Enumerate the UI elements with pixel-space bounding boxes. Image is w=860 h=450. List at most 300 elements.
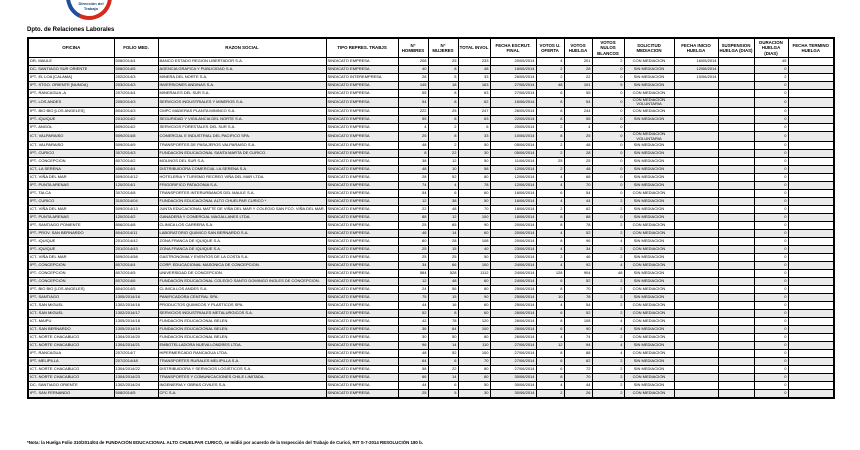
- column-header: VOTOS U. OFERTA: [536, 38, 564, 57]
- table-cell: 15: [428, 246, 458, 254]
- table-cell: 2: [592, 390, 624, 399]
- table-cell: SIN MEDIACION: [624, 174, 674, 182]
- table-cell: 0: [592, 142, 624, 150]
- table-cell: 8: [536, 97, 564, 107]
- table-cell: SINDICATO EMPRESA: [326, 278, 398, 286]
- table-row: [28, 254, 834, 262]
- table-cell: 4: [398, 124, 428, 132]
- table-cell: CLINICA LOS CARRERA S.A.: [158, 222, 326, 230]
- table-cell: 90: [458, 222, 490, 230]
- table-cell: 25: [398, 246, 428, 254]
- table-cell: 48: [564, 166, 592, 174]
- table-cell: SIN MEDIACION: [624, 182, 674, 190]
- table-cell: [788, 89, 834, 97]
- table-cell: 12/06/2014: [674, 65, 718, 73]
- table-cell: 80: [458, 366, 490, 374]
- table-cell: IPT- CONCEPCION: [28, 278, 114, 286]
- table-cell: [718, 166, 754, 174]
- table-cell: [674, 116, 718, 124]
- table-cell: 88: [564, 350, 592, 358]
- table-cell: 8: [398, 150, 428, 158]
- table-cell: 18/06/2014: [490, 206, 536, 214]
- table-cell: FUNDACION EDUCACIONAL ALTO CHUELPAR CURICO *: [158, 198, 326, 206]
- table-cell: 8: [428, 116, 458, 124]
- table-cell: [788, 174, 834, 182]
- table-cell: 0: [592, 158, 624, 166]
- table-cell: PANIFICADORA CENTRAL SPA.: [158, 294, 326, 302]
- table-row: [28, 238, 834, 246]
- table-cell: [674, 190, 718, 198]
- table-cell: 22: [428, 366, 458, 374]
- table-cell: 60: [458, 230, 490, 238]
- table-cell: 6: [536, 190, 564, 198]
- table-cell: [718, 350, 754, 358]
- table-cell: 50: [458, 158, 490, 166]
- table-cell: 6: [536, 89, 564, 97]
- table-cell: 4: [536, 382, 564, 390]
- table-cell: 22: [398, 206, 428, 214]
- table-cell: 10: [536, 294, 564, 302]
- table-cell: 205/2014/3: [114, 97, 158, 107]
- table-cell: IPT- PUNTA ARENAS: [28, 182, 114, 190]
- table-cell: 2: [592, 366, 624, 374]
- table-cell: 0: [754, 390, 788, 399]
- table-cell: TRANSPORTES INTERURBANOS DEL MAULE S.A.: [158, 190, 326, 198]
- table-cell: 4: [536, 262, 564, 270]
- table-cell: 804/2014/5: [114, 286, 158, 294]
- table-cell: SINDICATO EMPRESA: [326, 342, 398, 350]
- table-cell: 25: [564, 132, 592, 142]
- table-cell: 55: [398, 89, 428, 97]
- table-cell: 0: [754, 302, 788, 310]
- table-cell: 26/05/2014: [490, 73, 536, 81]
- table-cell: SINDICATO EMPRESA: [326, 97, 398, 107]
- table-cell: 0: [754, 142, 788, 150]
- table-cell: SIN MEDIACION: [624, 158, 674, 166]
- table-cell: 48: [428, 206, 458, 214]
- table-cell: [674, 132, 718, 142]
- table-cell: 6: [428, 190, 458, 198]
- table-cell: 16/06/2014: [490, 190, 536, 198]
- table-cell: 55: [398, 116, 428, 124]
- table-cell: [674, 214, 718, 222]
- table-cell: 74: [564, 334, 592, 342]
- table-body: [28, 57, 834, 398]
- table-cell: 1305/2014/19: [114, 326, 158, 334]
- table-cell: 44: [398, 382, 428, 390]
- table-cell: 2: [592, 358, 624, 366]
- table-cell: [718, 366, 754, 374]
- table-cell: [674, 142, 718, 150]
- table-cell: [788, 270, 834, 278]
- table-cell: 2: [536, 150, 564, 158]
- table-cell: 40: [398, 65, 428, 73]
- table-cell: ICT- NORTE CHACABUCO: [28, 366, 114, 374]
- table-cell: 2: [536, 390, 564, 399]
- table-cell: CON MEDIACION: [624, 302, 674, 310]
- table-cell: [674, 238, 718, 246]
- table-cell: 2: [536, 166, 564, 174]
- table-cell: 26/06/2014: [490, 318, 536, 326]
- table-cell: 55: [564, 89, 592, 97]
- table-cell: 0: [754, 124, 788, 132]
- table-cell: 54: [398, 97, 428, 107]
- table-row: [28, 222, 834, 230]
- table-cell: 05/06/2014: [490, 150, 536, 158]
- table-cell: 25: [398, 222, 428, 230]
- table-cell: ICT- MAIPU: [28, 318, 114, 326]
- table-cell: 8: [536, 286, 564, 294]
- table-cell: SINDICATO EMPRESA: [326, 214, 398, 222]
- table-cell: 62: [564, 206, 592, 214]
- table-cell: 4: [592, 262, 624, 270]
- table-cell: 16/05/2014: [674, 57, 718, 65]
- table-row: [28, 278, 834, 286]
- table-row: [28, 334, 834, 342]
- table-cell: 2: [592, 222, 624, 230]
- table-cell: 2: [592, 254, 624, 262]
- table-cell: 26: [564, 390, 592, 399]
- table-cell: [788, 190, 834, 198]
- table-cell: 4: [592, 350, 624, 358]
- table-cell: 0: [592, 124, 624, 132]
- table-cell: 96: [398, 342, 428, 350]
- table-cell: 310/2014/04: [114, 198, 158, 206]
- table-cell: 80: [458, 174, 490, 182]
- table-cell: 247: [458, 108, 490, 116]
- table-cell: 0: [754, 262, 788, 270]
- table-cell: 88: [398, 214, 428, 222]
- table-cell: 30/06/2014: [490, 374, 536, 382]
- table-row: [28, 286, 834, 294]
- table-cell: 145: [398, 81, 428, 89]
- table-cell: 0: [754, 342, 788, 350]
- table-cell: 20/05/2014: [490, 57, 536, 65]
- table-cell: 12/06/2014: [490, 182, 536, 190]
- table-cell: 38: [428, 198, 458, 206]
- table-cell: 0: [754, 270, 788, 278]
- table-row: [28, 390, 834, 399]
- table-cell: [788, 108, 834, 116]
- table-row: [28, 318, 834, 326]
- table-cell: 0: [754, 214, 788, 222]
- table-cell: 307/2014/8: [114, 190, 158, 198]
- table-cell: 28: [398, 73, 428, 81]
- table-cell: 25/06/2014: [490, 294, 536, 302]
- table-cell: 4: [536, 246, 564, 254]
- column-header: FOLIO MED.: [114, 38, 158, 57]
- table-cell: 48: [536, 81, 564, 89]
- table-cell: [718, 294, 754, 302]
- table-cell: [718, 246, 754, 254]
- table-row: [28, 310, 834, 318]
- table-cell: 52: [564, 310, 592, 318]
- table-cell: 20/06/2014: [490, 230, 536, 238]
- table-cell: ICT- VIÑA DEL MAR: [28, 206, 114, 214]
- table-cell: 201/2014/42: [114, 238, 158, 246]
- table-cell: 8: [428, 97, 458, 107]
- table-cell: 12: [428, 214, 458, 222]
- table-cell: [674, 158, 718, 166]
- table-cell: 10/06/2014: [490, 132, 536, 142]
- table-header: [28, 38, 834, 57]
- table-cell: 46: [564, 254, 592, 262]
- table-cell: HOTELERIA Y TURISMO RECREO VIÑA DEL MAR LTDA.: [158, 174, 326, 182]
- table-cell: [674, 254, 718, 262]
- table-cell: 6: [536, 366, 564, 374]
- table-cell: ICT- NORTE CHACABUCO: [28, 342, 114, 350]
- logo-caption-line2: Trabajo: [83, 5, 99, 11]
- table-cell: 508/2014/5: [114, 390, 158, 399]
- table-cell: 72: [564, 366, 592, 374]
- table-cell: [674, 108, 718, 116]
- table-cell: [718, 230, 754, 238]
- table-cell: 0: [754, 294, 788, 302]
- table-cell: 16: [428, 302, 458, 310]
- table-cell: SINDICATO EMPRESA: [326, 358, 398, 366]
- table-cell: 2: [536, 124, 564, 132]
- table-cell: [718, 374, 754, 382]
- report-table-wrapper: [27, 37, 833, 399]
- table-cell: 52: [564, 278, 592, 286]
- table-row: [28, 230, 834, 238]
- table-cell: 50: [458, 142, 490, 150]
- table-cell: [674, 350, 718, 358]
- table-cell: 0: [754, 132, 788, 142]
- table-cell: 18: [428, 81, 458, 89]
- table-cell: INVERSIONES ANDINAS S.A.: [158, 81, 326, 89]
- table-cell: 8: [536, 318, 564, 326]
- table-cell: CON MEDIACION: [624, 262, 674, 270]
- table-cell: 4: [536, 182, 564, 190]
- table-cell: 207/2014/48: [114, 358, 158, 366]
- table-cell: IPT- CURICO: [28, 198, 114, 206]
- table-cell: 584: [398, 270, 428, 278]
- table-cell: SINDICATO EMPRESA: [326, 190, 398, 198]
- table-cell: 10: [428, 166, 458, 174]
- table-cell: CFC S.A.: [158, 390, 326, 399]
- table-cell: 201: [564, 57, 592, 65]
- table-cell: CON MEDIACION: [624, 246, 674, 254]
- table-cell: 50: [458, 382, 490, 390]
- table-cell: 96: [564, 238, 592, 246]
- table-cell: 25/06/2014: [490, 302, 536, 310]
- table-cell: 0: [754, 374, 788, 382]
- table-cell: 4: [592, 342, 624, 350]
- table-cell: 25/06/2014: [490, 286, 536, 294]
- table-cell: [718, 254, 754, 262]
- table-cell: 0: [754, 222, 788, 230]
- table-cell: CON MEDIACION: [624, 89, 674, 97]
- table-cell: 48: [458, 65, 490, 73]
- table-cell: 23/06/2014: [490, 246, 536, 254]
- table-cell: SIN MEDIACION: [624, 294, 674, 302]
- table-cell: SIN MEDIACION: [624, 73, 674, 81]
- table-cell: [674, 358, 718, 366]
- table-cell: [718, 97, 754, 107]
- table-cell: 62: [564, 358, 592, 366]
- table-cell: 8: [536, 238, 564, 246]
- table-cell: [788, 246, 834, 254]
- table-cell: [674, 182, 718, 190]
- table-cell: 20/06/2014: [490, 238, 536, 246]
- table-cell: 18/06/2014: [490, 214, 536, 222]
- table-cell: 12: [428, 158, 458, 166]
- table-cell: 12/06/2014: [490, 166, 536, 174]
- column-header: VOTOS NULOS BLANCOS: [592, 38, 624, 57]
- table-cell: 0: [592, 190, 624, 198]
- table-cell: SIN MEDIACION: [624, 166, 674, 174]
- table-cell: [788, 286, 834, 294]
- table-cell: [788, 198, 834, 206]
- table-cell: ICT- NORTE CHACABUCO: [28, 374, 114, 382]
- table-cell: GASTRONOMIA Y EVENTOS DE LA COSTA S.A.: [158, 254, 326, 262]
- table-cell: [718, 198, 754, 206]
- table-cell: SIN MEDIACION: [624, 382, 674, 390]
- table-cell: 0: [754, 174, 788, 182]
- table-cell: 65: [428, 222, 458, 230]
- table-row: [28, 302, 834, 310]
- table-cell: 28: [564, 65, 592, 73]
- table-cell: [788, 182, 834, 190]
- table-cell: 16/06/2014: [490, 198, 536, 206]
- table-cell: 0: [592, 73, 624, 81]
- table-cell: SINDICATO EMPRESA: [326, 294, 398, 302]
- table-cell: 8: [428, 310, 458, 318]
- table-cell: 4: [536, 334, 564, 342]
- table-cell: 120: [458, 318, 490, 326]
- table-cell: 1304/2014/22: [114, 366, 158, 374]
- table-cell: 4: [536, 302, 564, 310]
- table-row: [28, 190, 834, 198]
- table-cell: [718, 222, 754, 230]
- table-cell: [674, 222, 718, 230]
- table-cell: ZONA FRANCA DE IQUIQUE S.A.: [158, 246, 326, 254]
- table-cell: SINDICATO EMPRESA: [326, 366, 398, 374]
- table-cell: IPT- CONCEPCION: [28, 270, 114, 278]
- table-cell: [674, 81, 718, 89]
- table-cell: 94: [564, 342, 592, 350]
- table-cell: 2: [536, 206, 564, 214]
- table-cell: 8: [536, 222, 564, 230]
- table-cell: SINDICATO EMPRESA: [326, 270, 398, 278]
- table-cell: 4: [564, 124, 592, 132]
- column-header: SOLICITUD MEDIACION: [624, 38, 674, 57]
- table-cell: 12/06/2014: [490, 174, 536, 182]
- table-cell: [788, 81, 834, 89]
- table-cell: [788, 334, 834, 342]
- table-cell: 78: [428, 318, 458, 326]
- table-cell: INGENIERIA Y OBRAS CIVILES S.A.: [158, 382, 326, 390]
- table-cell: 528: [428, 270, 458, 278]
- table-cell: 4: [592, 326, 624, 334]
- table-cell: 42: [398, 318, 428, 326]
- table-cell: [788, 222, 834, 230]
- table-cell: [674, 310, 718, 318]
- table-cell: [788, 358, 834, 366]
- table-cell: 50: [428, 334, 458, 342]
- table-cell: ZONA FRANCA DE IQUIQUE S.A.: [158, 238, 326, 246]
- table-cell: 52: [398, 310, 428, 318]
- table-cell: [674, 262, 718, 270]
- table-cell: 60: [458, 190, 490, 198]
- table-cell: 2: [592, 198, 624, 206]
- table-cell: 1302/2014/24: [114, 382, 158, 390]
- table-cell: 508/2014/5: [114, 65, 158, 73]
- table-cell: 24/06/2014: [490, 278, 536, 286]
- table-cell: 4: [536, 230, 564, 238]
- table-cell: 70: [458, 206, 490, 214]
- table-cell: 26/06/2014: [490, 334, 536, 342]
- table-cell: IPT- PROV. SAN BERNARDO: [28, 230, 114, 238]
- table-cell: 34: [398, 262, 428, 270]
- table-cell: [718, 124, 754, 132]
- table-cell: 27/06/2014: [490, 358, 536, 366]
- table-cell: 54: [564, 97, 592, 107]
- table-cell: SEGURIDAD Y VIGILANCIA DEL NORTE S.A.: [158, 116, 326, 124]
- table-cell: 202/2014/3: [114, 73, 158, 81]
- table-cell: [788, 310, 834, 318]
- table-row: [28, 73, 834, 81]
- table-cell: [718, 278, 754, 286]
- table-row: [28, 358, 834, 366]
- table-cell: SERVICIOS INDUSTRIALES METALURGICOS S.A.: [158, 310, 326, 318]
- table-cell: 78: [564, 294, 592, 302]
- column-header: N° HOMBRES: [398, 38, 428, 57]
- table-cell: 4: [536, 198, 564, 206]
- table-cell: 244: [564, 108, 592, 116]
- table-row: [28, 116, 834, 124]
- table-cell: 0: [754, 278, 788, 286]
- table-cell: 80: [398, 238, 428, 246]
- table-cell: SIN MEDIACION: [624, 65, 674, 73]
- table-cell: IPT- SANTIAGO: [28, 294, 114, 302]
- table-cell: 68: [564, 174, 592, 182]
- table-cell: ICT- LA SERENA: [28, 166, 114, 174]
- table-cell: SINDICATO EMPRESA: [326, 132, 398, 142]
- table-cell: [788, 318, 834, 326]
- table-cell: [788, 142, 834, 150]
- table-cell: IPT- BIO BIO [LOS ANGELES]: [28, 108, 114, 116]
- table-cell: 46: [398, 230, 428, 238]
- table-cell: PRODUCTOS QUIMICOS Y PLASTICOS SPA.: [158, 302, 326, 310]
- table-cell: 2: [592, 310, 624, 318]
- table-cell: [788, 206, 834, 214]
- table-cell: 27/06/2014: [490, 89, 536, 97]
- table-cell: 56: [428, 286, 458, 294]
- table-cell: 100: [458, 350, 490, 358]
- table-cell: IPT- EL LOA [CALAMA]: [28, 73, 114, 81]
- table-cell: 25: [398, 254, 428, 262]
- table-cell: 64: [398, 358, 428, 366]
- table-cell: 6: [536, 310, 564, 318]
- table-cell: 163: [458, 81, 490, 89]
- table-cell: SINDICATO EMPRESA: [326, 198, 398, 206]
- table-cell: 2: [592, 230, 624, 238]
- table-cell: IPT- MELIPILLA: [28, 358, 114, 366]
- table-cell: 58: [458, 166, 490, 174]
- table-cell: 30: [398, 334, 428, 342]
- table-cell: 8: [536, 374, 564, 382]
- table-cell: [718, 286, 754, 294]
- table-cell: CON MEDIACION VOLUNTARIA: [624, 97, 674, 107]
- table-cell: 0: [592, 182, 624, 190]
- table-cell: 92: [564, 262, 592, 270]
- table-cell: 0: [754, 326, 788, 334]
- table-cell: SINDICATO EMPRESA: [326, 108, 398, 116]
- table-cell: [718, 150, 754, 158]
- table-cell: 25: [564, 158, 592, 166]
